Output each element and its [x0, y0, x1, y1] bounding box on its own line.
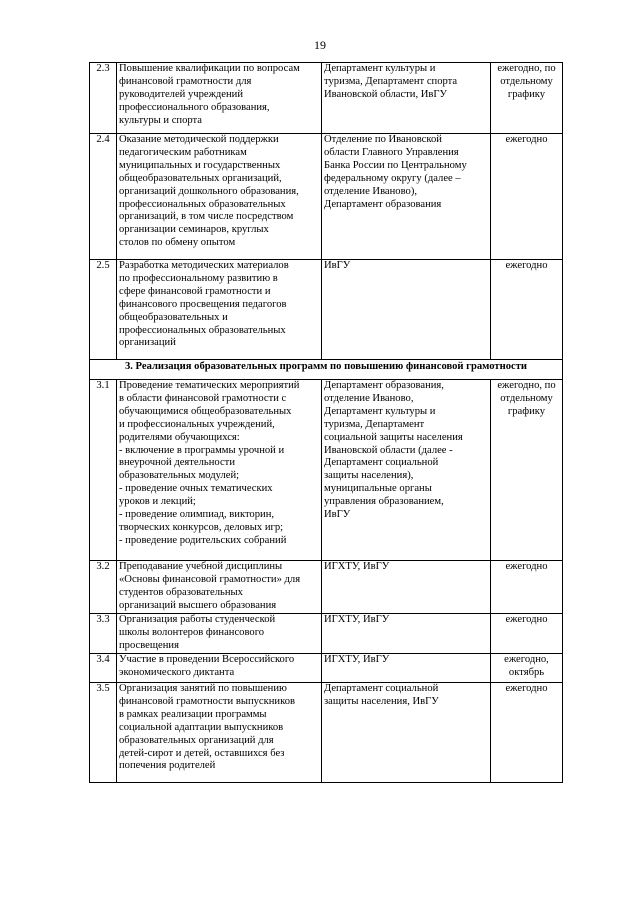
item-number: 2.4 — [90, 134, 117, 260]
item-action: Участие в проведении Всероссийского экономического диктанта — [117, 654, 322, 683]
item-action: Разработка методических материалов по профессиональному развитию в сфере финансовой грамотности и финансового просвещения педагогов общеобразовательных и профессиональных образовательных организаций — [117, 260, 322, 360]
table-row — [90, 380, 563, 561]
item-executor: Отделение по Ивановской области Главного Управления Банка России по Центральному федеральному округу (далее – отделение Иваново), Департамент образования — [322, 134, 491, 260]
item-period: ежегодно, по отдельному графику — [491, 63, 563, 134]
item-number: 2.3 — [90, 63, 117, 134]
item-executor: Департамент культуры и туризма, Департамент спорта Ивановской области, ИвГУ — [322, 63, 491, 134]
item-period: ежегодно — [491, 614, 563, 654]
item-number: 3.5 — [90, 683, 117, 783]
item-number: 2.5 — [90, 260, 117, 360]
page-number: 19 — [314, 38, 326, 52]
item-executor: Департамент образования, отделение Иваново, Департамент культуры и туризма, Департамент социальной защиты населения Ивановской области (далее - Департамент социальной защиты населения), муниципальные органы управления образованием, ИвГУ — [322, 380, 491, 561]
measures-table — [89, 62, 563, 783]
table-row — [90, 134, 563, 260]
item-executor: ИвГУ — [322, 260, 491, 360]
item-executor: ИГХТУ, ИвГУ — [322, 614, 491, 654]
item-number: 3.2 — [90, 561, 117, 614]
item-executor: Департамент социальной защиты населения, ИвГУ — [322, 683, 491, 783]
item-period: ежегодно — [491, 683, 563, 783]
item-number: 3.4 — [90, 654, 117, 683]
item-executor: ИГХТУ, ИвГУ — [322, 654, 491, 683]
table-row — [90, 683, 563, 783]
item-period: ежегодно, по отдельному графику — [491, 380, 563, 561]
table-row — [90, 614, 563, 654]
table-row — [90, 561, 563, 614]
item-period: ежегодно — [491, 134, 563, 260]
section-heading: 3. Реализация образовательных программ по повышению финансовой грамотности — [90, 360, 563, 380]
measures-table-body — [90, 63, 563, 783]
table-row — [90, 654, 563, 683]
item-action: Преподавание учебной дисциплины «Основы финансовой грамотности» для студентов образовательных организаций высшего образования — [117, 561, 322, 614]
item-period: ежегодно — [491, 260, 563, 360]
section-row — [90, 360, 563, 380]
item-executor: ИГХТУ, ИвГУ — [322, 561, 491, 614]
table-row — [90, 260, 563, 360]
item-action: Организация занятий по повышению финансовой грамотности выпускников в рамках реализации программы социальной адаптации выпускников образовательных организаций для детей-сирот и детей, оставшихся без попечения родителей — [117, 683, 322, 783]
item-period: ежегодно, октябрь — [491, 654, 563, 683]
item-action: Повышение квалификации по вопросам финансовой грамотности для руководителей учреждений профессионального образования, культуры и спорта — [117, 63, 322, 134]
item-action: Оказание методической поддержки педагогическим работникам муниципальных и государственных общеобразовательных организаций, организаций дошкольного образования, профессиональных образовательных организаций, в том числе посредством организации семинаров, круглых столов по обмену опытом — [117, 134, 322, 260]
item-number: 3.3 — [90, 614, 117, 654]
table-row — [90, 63, 563, 134]
item-action: Организация работы студенческой школы волонтеров финансового просвещения — [117, 614, 322, 654]
item-action: Проведение тематических мероприятий в области финансовой грамотности с обучающимися общеобразовательных и профессиональных учреждений, родителями обучающихся: - включение в программы урочной и внеурочной деятельности образовательных модулей; - проведение очных тематических уроков и лекций; - проведение олимпиад, викторин, творческих конкурсов, деловых игр; - проведение родительских собраний — [117, 380, 322, 561]
item-number: 3.1 — [90, 380, 117, 561]
item-period: ежегодно — [491, 561, 563, 614]
